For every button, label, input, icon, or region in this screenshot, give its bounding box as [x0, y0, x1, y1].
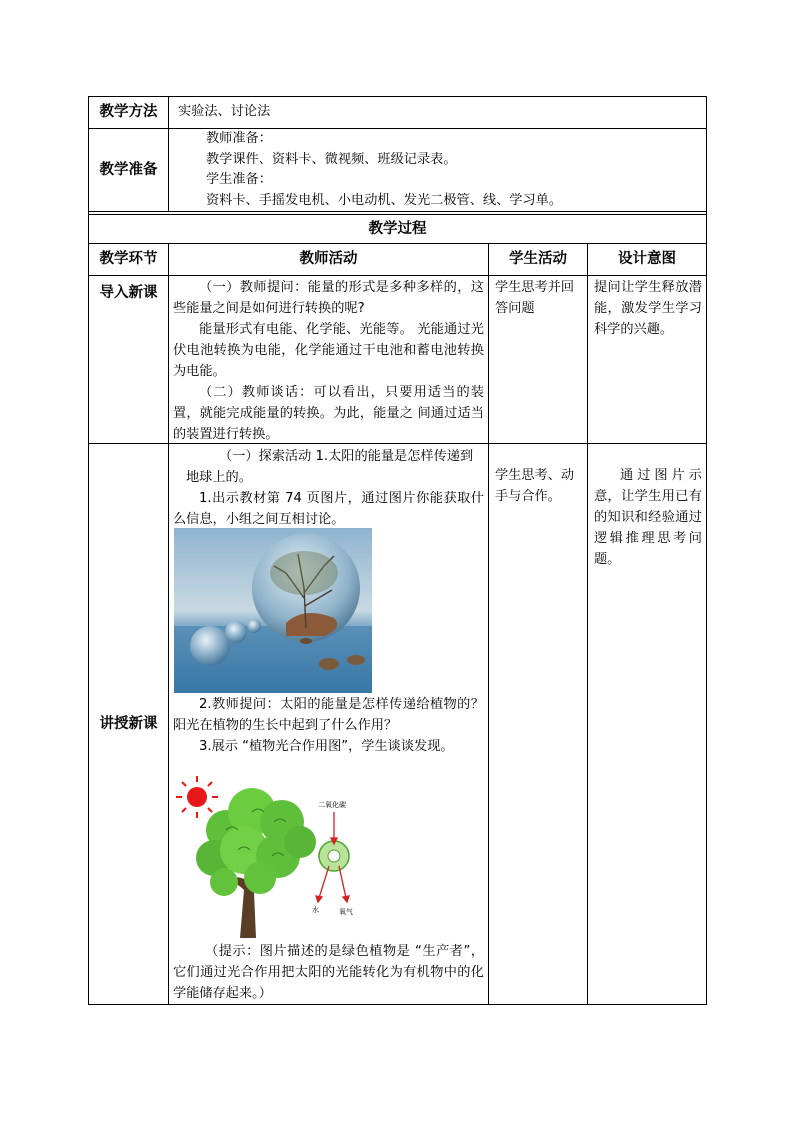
col-header-student: 学生活动 — [509, 251, 567, 267]
prep-line: 教学课件、资料卡、微视频、班级记录表。 — [206, 151, 457, 167]
intro-teacher-paragraph: 能量形式有电能、化学能、光能等。 光能通过光伏电池转换为电能，化学能通过干电池和蓄电池转换为电能。 — [173, 322, 484, 379]
sun-icon — [176, 776, 218, 818]
intro-teacher-activity — [173, 277, 484, 443]
lecture-teacher-paragraph: 2.教师提问：太阳的能量是怎样传递给植物的？阳光在植物的生长中起到了什么作用？ — [173, 697, 484, 733]
intro-teacher-paragraph: （一）教师提问：能量的形式是多种多样的，这些能量之间是如何进行转换的呢? — [173, 280, 484, 316]
prep-content — [206, 129, 701, 211]
method-value: 实验法、讨论法 — [178, 104, 271, 119]
prep-line: 教师准备： — [206, 131, 272, 146]
col-header-intent: 设计意图 — [618, 251, 676, 267]
lecture-teacher-paragraph: 1.出示教材第 74 页图片，通过图片你能获取什么信息，小组之间互相讨论。 — [173, 491, 484, 527]
lecture-stage: 讲授新课 — [99, 715, 158, 732]
lecture-design-intent: 通过图片示意，让学生用已有的知识和经验通过逻辑推理思考问题。 — [594, 468, 702, 567]
method-label: 教学方法 — [99, 104, 158, 120]
col-header-teacher: 教师活动 — [299, 251, 358, 267]
oxygen-label: 氧气 — [339, 908, 353, 916]
intro-teacher-paragraph: （二）教师谈话：可以看出，只要用适当的装置，就能完成能量的转换。为此，能量之 间通过适当的装置进行转换。 — [173, 385, 484, 442]
co2-label: 二氧化碳 — [318, 801, 346, 809]
col-header-stage: 教学环节 — [99, 251, 158, 267]
lecture-teacher-intro — [173, 446, 484, 531]
lecture-teacher-questions — [173, 694, 484, 764]
lecture-student-activity: 学生思考、动手与合作。 — [495, 468, 575, 504]
intro-student-activity: 学生思考并回答问题 — [495, 280, 575, 316]
leaf-cell-icon — [319, 841, 349, 871]
glass-sphere-photo — [174, 528, 372, 693]
lecture-teacher-hint: （提示：图片描述的是绿色植物是 “生产者”，它们通过光合作用把太阳的光能转化为有机物中的化学能储存起来。） — [173, 944, 484, 1001]
prep-line: 学生准备： — [206, 172, 272, 187]
prep-label: 教学准备 — [99, 161, 158, 178]
prep-line: 资料卡、手摇发电机、小电动机、发光二极管、线、学习单。 — [206, 192, 563, 208]
water-label: 水 — [312, 906, 319, 914]
tree-icon — [196, 788, 316, 938]
process-title: 教学过程 — [368, 220, 427, 237]
intro-design-intent: 提问让学生释放潜能，激发学生学习科学的兴趣。 — [594, 280, 702, 337]
lecture-teacher-paragraph: （一）探索活动 1.太阳的能量是怎样传递到 — [219, 449, 474, 464]
photosynthesis-diagram — [174, 770, 364, 940]
intro-stage: 导入新课 — [99, 285, 158, 301]
lecture-teacher-paragraph: 地球上的。 — [186, 470, 252, 485]
lecture-teacher-paragraph: 3.展示 “植物光合作用图”，学生谈谈发现。 — [199, 739, 454, 754]
